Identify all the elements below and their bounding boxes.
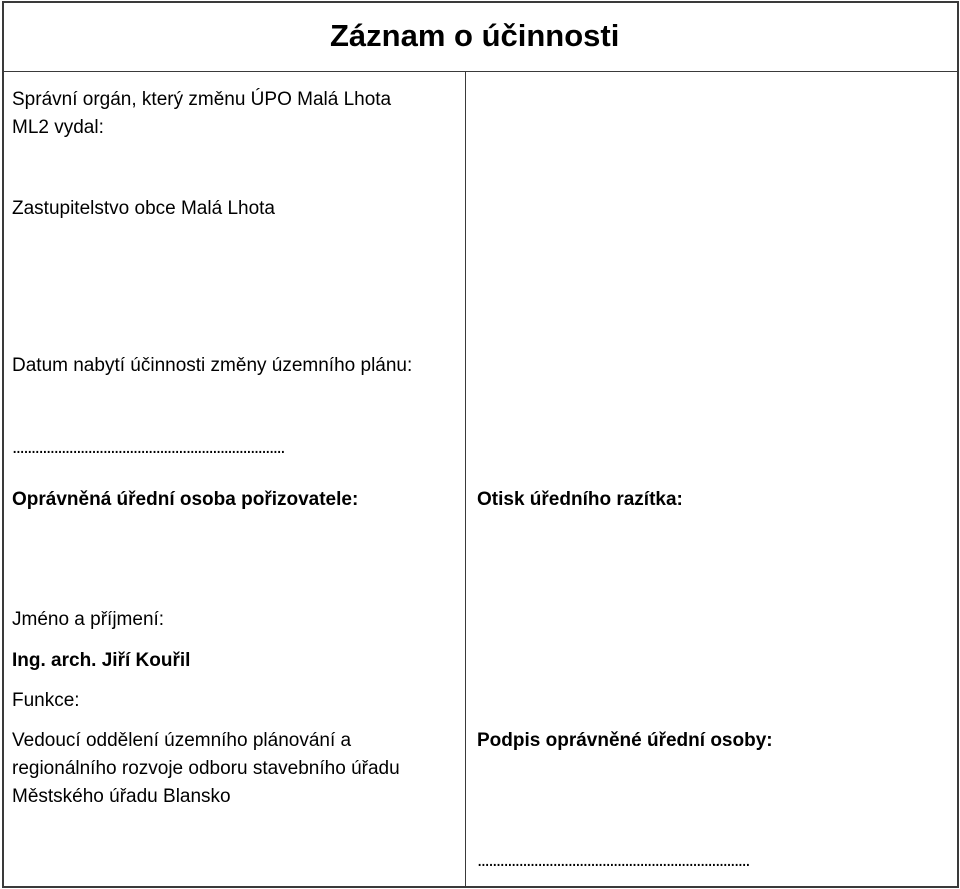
column-divider (465, 71, 466, 886)
signature-value: ........................................................................ (477, 850, 750, 871)
authority-value: Zastupitelstvo obce Malá Lhota (12, 198, 275, 219)
name-label: Jméno a příjmení: (12, 609, 165, 630)
page-title: Záznam o účinnosti (330, 18, 620, 53)
effective-date-value: ........................................................................ (12, 437, 285, 458)
function-value-line2: regionálního rozvoje odboru stavebního úřadu (12, 758, 400, 779)
authority-label-line2: ML2 vydal: (12, 117, 104, 138)
title-row-divider (2, 71, 957, 72)
official-label: Oprávněná úřední osoba pořizovatele: (12, 489, 359, 510)
signature-label: Podpis oprávněné úřední osoby: (477, 730, 773, 751)
authority-label-line1: Správní orgán, který změnu ÚPO Malá Lhota (12, 89, 392, 110)
function-value-line3: Městského úřadu Blansko (12, 786, 231, 807)
name-value: Ing. arch. Jiří Kouřil (12, 650, 191, 671)
function-label: Funkce: (12, 690, 80, 711)
stamp-label: Otisk úředního razítka: (477, 489, 683, 510)
function-value-line1: Vedoucí oddělení územního plánování a (12, 730, 352, 751)
effective-date-label: Datum nabytí účinnosti změny územního plánu: (12, 355, 413, 376)
